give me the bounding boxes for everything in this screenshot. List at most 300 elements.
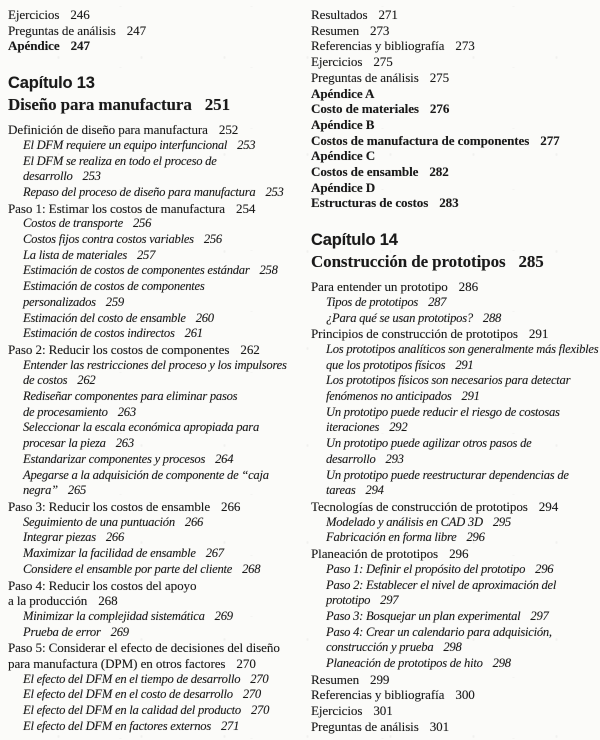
toc-line <box>8 468 300 484</box>
toc-entry-text: Paso 4: Crear un calendario para adquisición, <box>326 624 552 639</box>
toc-line <box>8 719 300 735</box>
toc-line <box>311 54 600 70</box>
page-number: 269 <box>214 608 233 623</box>
page-number: 271 <box>220 718 240 733</box>
toc-entry-text: El efecto del DFM en factores externos <box>23 718 211 733</box>
page-number: 273 <box>455 38 475 54</box>
toc-entry <box>8 609 300 625</box>
toc-line <box>311 180 600 196</box>
toc-line <box>8 452 300 468</box>
toc-entry <box>8 342 300 358</box>
toc-entry-text: Capítulo 14 <box>311 231 398 250</box>
toc-entry <box>311 7 600 23</box>
page-number: 301 <box>429 718 450 734</box>
page-number: 298 <box>443 640 462 655</box>
toc-entry-text: Integrar piezas <box>23 530 96 545</box>
toc-entry <box>311 295 600 311</box>
toc-line <box>8 703 300 719</box>
toc-entry-text: Modelado y análisis en CAD 3D <box>326 514 483 529</box>
toc-line <box>311 251 600 272</box>
toc-entry <box>311 656 600 672</box>
page-number: 270 <box>250 703 270 718</box>
page-number: 294 <box>365 483 384 498</box>
toc-entry <box>8 625 300 641</box>
page-number: 276 <box>429 101 450 117</box>
page-number: 300 <box>455 687 475 703</box>
toc-line <box>8 263 300 279</box>
toc-line <box>311 133 600 149</box>
toc-line <box>8 656 300 672</box>
page-number: 297 <box>380 593 399 608</box>
page-number: 264 <box>215 451 234 466</box>
toc-entry-text: Apéndice A <box>311 85 375 101</box>
toc-entry <box>311 230 600 251</box>
toc-entry <box>8 358 300 389</box>
page-number: 292 <box>389 420 408 435</box>
toc-line <box>8 640 300 656</box>
toc-entry-text: Paso 5: Considerar el efecto de decisiones del diseño <box>8 640 280 656</box>
toc-line <box>8 578 300 594</box>
toc-entry-text: Planeación de prototipos <box>311 546 439 562</box>
page-number: 275 <box>373 54 393 70</box>
toc-entry <box>8 138 300 154</box>
toc-entry <box>311 279 600 295</box>
toc-entry-text: Considere el ensamble por parte del cliente <box>23 561 233 576</box>
toc-entry <box>8 279 300 310</box>
toc-entry-text: El efecto del DFM en el costo de desarrollo <box>23 687 233 702</box>
toc-line <box>8 201 300 217</box>
page-number: 247 <box>126 22 147 38</box>
toc-line <box>8 515 300 531</box>
page-number: 263 <box>115 436 134 451</box>
toc-entry <box>8 420 300 451</box>
toc-entry-text: construcción y prueba <box>326 640 434 655</box>
toc-entry-text: Apéndice B <box>311 116 375 132</box>
toc-line <box>8 358 300 374</box>
toc-entry <box>8 23 300 39</box>
toc-entry <box>311 719 600 735</box>
toc-entry-text: Paso 2: Establecer el nivel de aproximación del <box>326 577 557 592</box>
toc-entry-text: Estimación de costos indirectos <box>23 326 175 341</box>
toc-entry <box>8 311 300 327</box>
toc-entry-text: procesar la pieza <box>23 436 106 451</box>
page-number: 291 <box>461 389 480 404</box>
toc-line <box>311 499 600 515</box>
toc-line <box>8 94 300 115</box>
toc-line <box>311 86 600 102</box>
toc-line <box>8 499 300 515</box>
toc-entry <box>311 164 600 180</box>
toc-entry-text: Ejercicios <box>311 54 363 70</box>
toc-entry <box>311 515 600 531</box>
toc-line <box>311 483 600 499</box>
toc-entry <box>8 7 300 23</box>
toc-line <box>8 687 300 703</box>
toc-entry-text: Los prototipos analíticos son generalmente más flexibles <box>326 341 599 356</box>
toc-line <box>311 101 600 117</box>
page-number: 265 <box>67 483 87 498</box>
toc-entry-text: Resultados <box>311 7 368 22</box>
toc-entry <box>8 578 300 609</box>
toc-entry <box>311 578 600 609</box>
page-number: 247 <box>70 38 90 54</box>
toc-entry <box>311 530 600 546</box>
toc-entry-text: Ejercicios <box>311 703 363 719</box>
toc-line <box>8 73 300 94</box>
toc-entry-text: La lista de materiales <box>23 247 127 262</box>
toc-line <box>311 436 600 452</box>
toc-entry <box>8 530 300 546</box>
toc-line <box>311 687 600 703</box>
toc-line <box>8 169 300 185</box>
toc-line <box>8 232 300 248</box>
toc-line <box>8 342 300 358</box>
toc-entry-text: Rediseñar componentes para eliminar pasos <box>23 389 238 404</box>
toc-line <box>8 248 300 264</box>
toc-line <box>311 593 600 609</box>
page-number: 269 <box>110 624 129 639</box>
page-number: 271 <box>378 7 398 22</box>
toc-entry <box>311 23 600 39</box>
toc-entry <box>8 326 300 342</box>
toc-line <box>8 279 300 295</box>
page-number: 285 <box>518 252 544 272</box>
toc-line <box>8 483 300 499</box>
page-number: 253 <box>237 137 256 152</box>
toc-line <box>311 326 600 342</box>
toc-line <box>311 640 600 656</box>
toc-line <box>8 389 300 405</box>
toc-entry-text: desarrollo <box>23 169 73 184</box>
toc-line <box>8 122 300 138</box>
toc-entry <box>311 86 600 102</box>
page-number: 286 <box>458 279 479 295</box>
toc-entry <box>311 195 600 211</box>
toc-entry <box>8 122 300 138</box>
toc-entry-text: Paso 3: Reducir los costos de ensamble <box>8 498 211 514</box>
page-number: 266 <box>105 530 124 545</box>
page-number: 266 <box>184 514 204 529</box>
page-number: 268 <box>242 561 261 576</box>
toc-entry-text: de costos <box>23 373 68 388</box>
toc-line <box>311 295 600 311</box>
toc-line <box>311 672 600 688</box>
page-number: 259 <box>105 294 124 309</box>
toc-entry-text: Prueba de error <box>23 624 101 639</box>
page-number: 254 <box>236 200 256 216</box>
toc-entry-text: Un prototipo puede agilizar otros pasos de <box>326 436 532 451</box>
toc-entry <box>311 703 600 719</box>
toc-entry <box>311 117 600 133</box>
toc-entry-text: Apegarse a la adquisición de componente de “caja <box>23 467 269 482</box>
toc-entry-text: Preguntas de análisis <box>311 69 419 85</box>
toc-entry-text: Costos fijos contra costos variables <box>23 232 194 247</box>
toc-line <box>311 38 600 54</box>
toc-line <box>311 530 600 546</box>
toc-entry <box>8 452 300 468</box>
toc-entry-text: Un prototipo puede reestructurar dependencias de <box>326 467 569 482</box>
toc-line <box>8 373 300 389</box>
toc-entry-text: Costos de transporte <box>23 216 123 231</box>
toc-entry <box>311 54 600 70</box>
page-number: 257 <box>137 247 156 262</box>
toc-entry-text: El DFM requiere un equipo interfuncional <box>23 137 228 152</box>
toc-column-left <box>8 7 300 735</box>
toc-line <box>311 70 600 86</box>
toc-entry <box>8 38 300 54</box>
toc-entry <box>8 216 300 232</box>
toc-entry-text: Costos de manufactura de componentes <box>311 132 530 148</box>
toc-entry <box>311 311 600 327</box>
toc-line <box>8 420 300 436</box>
toc-entry-text: Estimación de costos de componentes <box>23 279 205 294</box>
toc-line <box>8 625 300 641</box>
toc-line <box>311 546 600 562</box>
page-number: 291 <box>455 357 474 372</box>
toc-entry <box>311 251 600 272</box>
toc-entry <box>8 185 300 201</box>
toc-line <box>311 562 600 578</box>
page-number: 291 <box>528 326 549 342</box>
toc-line <box>311 609 600 625</box>
toc-entry <box>8 389 300 420</box>
toc-entry-text: Los prototipos físicos son necesarios para detectar <box>326 373 571 388</box>
page-number: 258 <box>259 263 278 278</box>
toc-line <box>8 436 300 452</box>
toc-line <box>311 230 600 251</box>
toc-line <box>311 117 600 133</box>
toc-entry-text: Maximizar la facilidad de ensamble <box>23 546 196 561</box>
toc-entry-text: personalizados <box>23 294 96 309</box>
toc-entry-text: Un prototipo puede reducir el riesgo de costosas <box>326 404 560 419</box>
page-number: 301 <box>373 703 393 719</box>
page-number: 287 <box>428 294 447 309</box>
toc-entry <box>311 373 600 404</box>
page-number: 296 <box>535 561 554 576</box>
toc-line <box>8 38 300 54</box>
toc-column-right <box>311 7 600 735</box>
toc-line <box>311 279 600 295</box>
toc-entry-text: Paso 2: Reducir los costos de componentes <box>8 341 230 357</box>
toc-entry <box>8 248 300 264</box>
toc-entry <box>311 148 600 164</box>
toc-line <box>8 672 300 688</box>
toc-entry <box>8 263 300 279</box>
toc-line <box>311 358 600 374</box>
toc-entry-text: Para entender un prototipo <box>311 279 448 295</box>
page-number: 296 <box>449 546 469 562</box>
toc-entry-text: Construcción de prototipos <box>311 252 506 272</box>
toc-entry <box>311 546 600 562</box>
page-number: 283 <box>439 195 459 211</box>
toc-line <box>311 405 600 421</box>
toc-entry <box>311 436 600 467</box>
toc-entry-text: El DFM se realiza en todo el proceso de <box>23 153 217 168</box>
page-number: 288 <box>482 310 502 325</box>
toc-entry <box>311 326 600 342</box>
toc-entry <box>311 609 600 625</box>
toc-line <box>8 530 300 546</box>
toc-line <box>311 468 600 484</box>
toc-entry <box>8 499 300 515</box>
page-number: 262 <box>240 341 260 357</box>
toc-line <box>311 342 600 358</box>
toc-entry-text: Tipos de prototipos <box>326 294 419 309</box>
toc-line <box>311 578 600 594</box>
toc-entry <box>8 719 300 735</box>
toc-line <box>311 195 600 211</box>
toc-line <box>8 326 300 342</box>
toc-entry <box>311 38 600 54</box>
page-number: 261 <box>184 326 203 341</box>
page-number: 253 <box>82 169 101 184</box>
toc-entry-text: Apéndice C <box>311 148 376 164</box>
toc-entry <box>8 515 300 531</box>
page-number: 270 <box>236 656 256 672</box>
toc-entry-text: Capítulo 13 <box>8 74 95 93</box>
page-number: 282 <box>429 164 449 180</box>
toc-entry-text: Paso 3: Bosquejar un plan experimental <box>326 608 521 623</box>
page-number: 293 <box>385 451 404 466</box>
toc-entry <box>311 468 600 499</box>
toc-entry <box>8 468 300 499</box>
toc-line <box>311 420 600 436</box>
toc-entry-text: a la producción <box>8 593 88 609</box>
toc-entry-text: Paso 1: Definir el propósito del prototipo <box>326 561 526 576</box>
page-number: 268 <box>98 593 118 609</box>
toc-entry-text: Definición de diseño para manufactura <box>8 122 208 138</box>
toc-entry-text: Fabricación en forma libre <box>326 530 457 545</box>
toc-line <box>8 185 300 201</box>
toc-line <box>311 625 600 641</box>
page-number: 277 <box>540 132 560 148</box>
toc-entry-text: que los prototipos físicos <box>326 357 446 372</box>
toc-line <box>311 656 600 672</box>
toc-entry <box>8 232 300 248</box>
page-number: 263 <box>117 404 136 419</box>
toc-entry-text: Estructuras de costos <box>311 195 429 211</box>
toc-entry-text: Preguntas de análisis <box>311 718 419 734</box>
page-number: 275 <box>429 69 450 85</box>
toc-line <box>8 23 300 39</box>
toc-entry-text: Ejercicios <box>8 7 60 22</box>
page-number: 298 <box>492 656 511 671</box>
page-number: 252 <box>218 122 239 138</box>
toc-entry-text: negra” <box>23 483 58 498</box>
toc-entry-text: Principios de construcción de prototipos <box>311 326 518 342</box>
toc-entry <box>8 562 300 578</box>
toc-entry-text: Tecnologías de construcción de prototipos <box>311 498 528 514</box>
toc-entry-text: Paso 4: Reducir los costos del apoyo <box>8 577 197 593</box>
toc-line <box>8 311 300 327</box>
page-number: 270 <box>242 687 261 702</box>
toc-entry-text: Diseño para manufactura <box>8 95 192 115</box>
page-number: 256 <box>132 216 152 231</box>
toc-entry-text: fenómenos no anticipados <box>326 389 452 404</box>
page-number: 299 <box>370 671 390 687</box>
toc-entry <box>311 499 600 515</box>
toc-entry-text: de procesamiento <box>23 404 108 419</box>
page-number: 266 <box>221 498 241 514</box>
toc-entry-text: Costos de ensamble <box>311 164 419 180</box>
toc-line <box>8 609 300 625</box>
toc-entry <box>8 703 300 719</box>
toc-entry-text: Referencias y bibliografía <box>311 687 445 703</box>
toc-entry <box>8 672 300 688</box>
toc-line <box>8 593 300 609</box>
toc-entry-text: desarrollo <box>326 451 376 466</box>
toc-entry-text: Minimizar la complejidad sistemática <box>23 608 205 623</box>
page-number: 246 <box>70 7 90 22</box>
toc-entry <box>311 687 600 703</box>
toc-entry-text: Resumen <box>311 22 360 38</box>
toc-line <box>8 138 300 154</box>
page-number: 294 <box>538 498 559 514</box>
toc-entry-text: Paso 1: Estimar los costos de manufactura <box>8 200 225 216</box>
toc-line <box>8 216 300 232</box>
toc-entry <box>8 640 300 671</box>
toc-entry <box>8 201 300 217</box>
page-number: 273 <box>370 22 390 38</box>
page-number: 296 <box>466 530 485 545</box>
toc-entry <box>8 94 300 115</box>
toc-line <box>311 515 600 531</box>
toc-line <box>311 7 600 23</box>
toc-line <box>311 311 600 327</box>
toc-entry-text: Referencias y bibliografía <box>311 38 445 54</box>
page-number: 267 <box>205 546 224 561</box>
toc-entry-text: Repaso del proceso de diseño para manufactura <box>23 184 256 199</box>
toc-entry <box>311 342 600 373</box>
toc-entry <box>311 180 600 196</box>
toc-entry <box>311 625 600 656</box>
toc-line <box>8 295 300 311</box>
toc-entry-text: Apéndice D <box>311 179 376 195</box>
page-number: 297 <box>530 608 549 623</box>
toc-line <box>311 389 600 405</box>
toc-entry-text: Costo de materiales <box>311 101 419 117</box>
page-number: 262 <box>77 373 96 388</box>
toc-line <box>311 23 600 39</box>
toc-entry <box>311 562 600 578</box>
toc-line <box>8 546 300 562</box>
toc-line <box>311 452 600 468</box>
toc-entry-text: Apéndice <box>8 38 60 54</box>
page-number: 270 <box>250 671 269 686</box>
toc-entry-text: Preguntas de análisis <box>8 22 116 38</box>
toc-entry-text: para manufactura (DPM) en otros factores <box>8 656 226 672</box>
page-number: 256 <box>203 232 222 247</box>
toc-entry <box>8 687 300 703</box>
toc-line <box>8 7 300 23</box>
toc-entry-text: ¿Para qué se usan prototipos? <box>326 310 473 325</box>
toc-entry-text: El efecto del DFM en el tiempo de desarrollo <box>23 671 241 686</box>
toc-entry <box>311 70 600 86</box>
toc-entry-text: iteraciones <box>326 420 380 435</box>
toc-line <box>311 703 600 719</box>
toc-line <box>311 148 600 164</box>
toc-entry-text: Seguimiento de una puntuación <box>23 514 175 529</box>
toc-entry-text: Estandarizar componentes y procesos <box>23 451 206 466</box>
toc-entry-text: Estimación del costo de ensamble <box>23 310 186 325</box>
toc-entry-text: Entender las restricciones del proceso y los impulsores <box>23 357 287 372</box>
toc-line <box>8 154 300 170</box>
toc-entry-text: Resumen <box>311 671 360 687</box>
toc-entry-text: prototipo <box>326 593 371 608</box>
toc-entry-text: tareas <box>326 483 356 498</box>
toc-entry-text: Estimación de costos de componentes estándar <box>23 263 250 278</box>
toc-line <box>311 719 600 735</box>
